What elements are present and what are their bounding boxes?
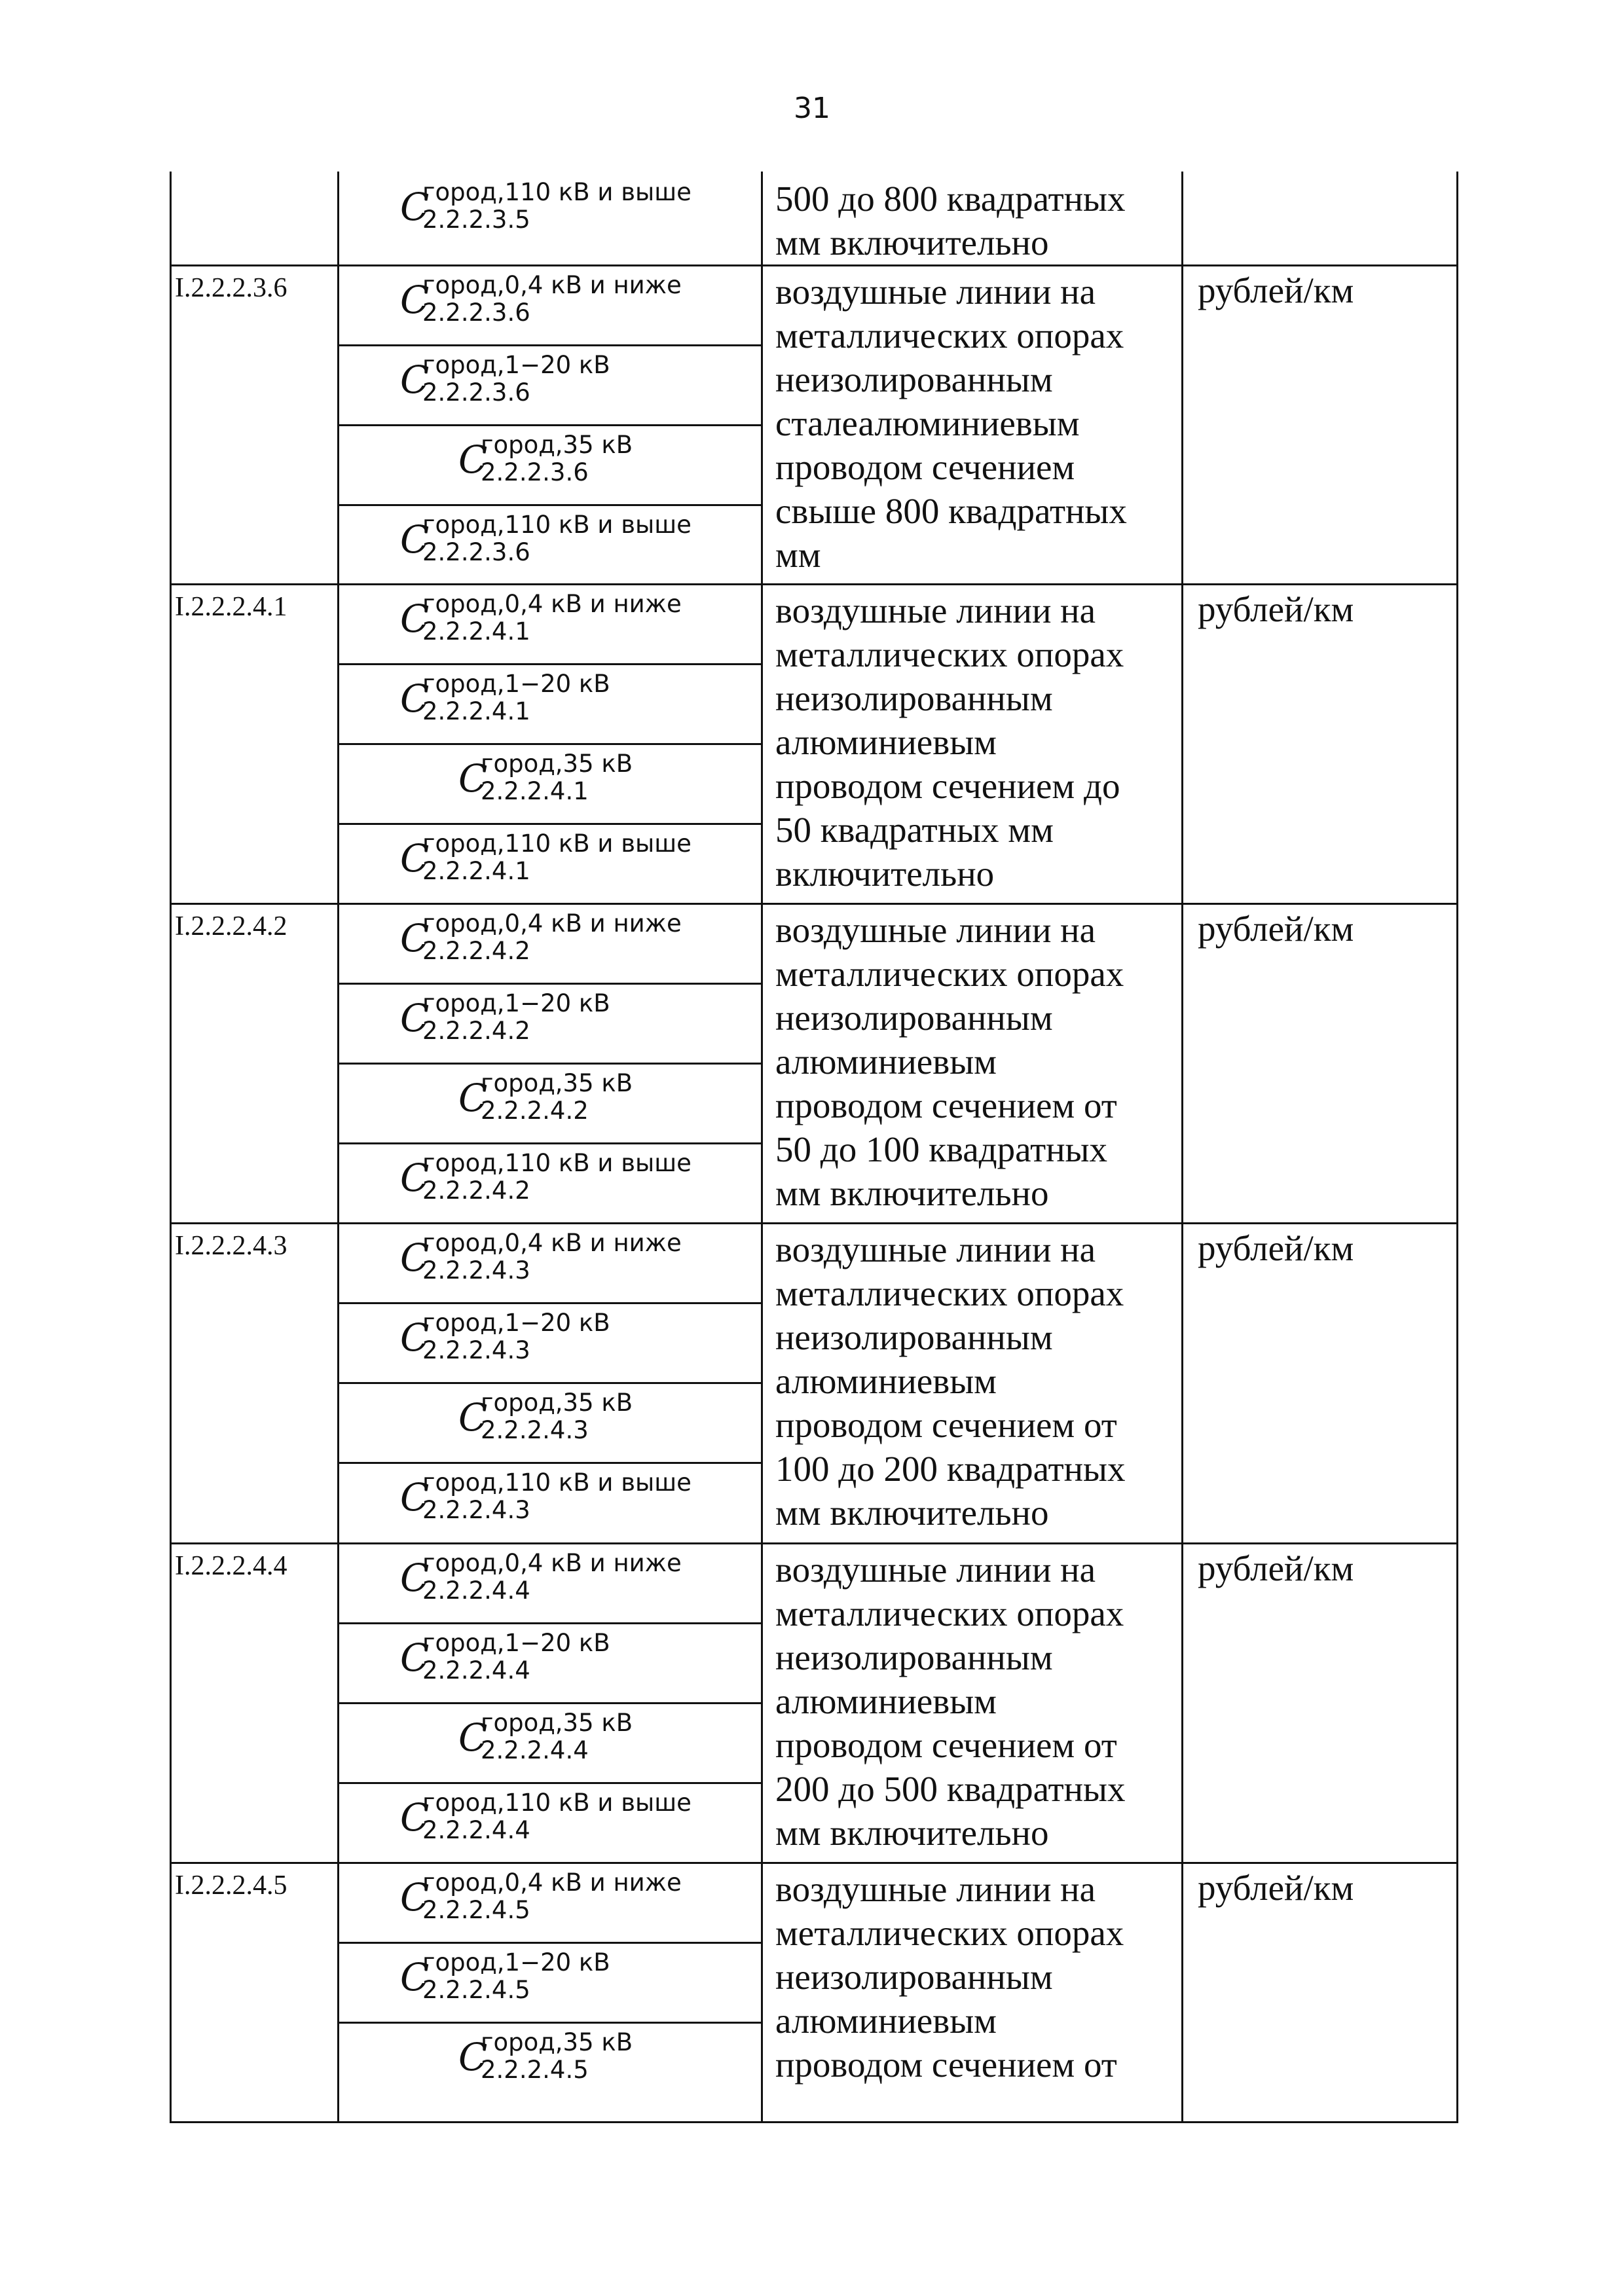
symbol-superscript: город,1−20 кВ xyxy=(422,1309,610,1337)
description-line: воздушные линии на xyxy=(775,1869,1096,1909)
description-line: металлических опорах xyxy=(775,634,1124,674)
symbol-letter: C xyxy=(400,1315,430,1360)
cost-symbol xyxy=(400,1309,741,1374)
description-line: воздушные линии на xyxy=(775,1230,1096,1269)
description-line: металлических опорах xyxy=(775,1273,1124,1313)
symbol-superscript: город,110 кВ и выше xyxy=(422,178,692,206)
description-line: алюминиевым xyxy=(775,1361,997,1401)
symbol-subscript: 2.2.2.4.3 xyxy=(422,1256,530,1285)
symbol-subscript: 2.2.2.4.3 xyxy=(422,1496,530,1524)
description-line: 50 квадратных мм xyxy=(775,810,1054,850)
symbol-letter: C xyxy=(400,996,430,1040)
symbol-letter: C xyxy=(400,1875,430,1920)
symbol-letter: C xyxy=(458,2035,488,2079)
cost-symbol xyxy=(458,1709,799,1774)
description-line: включительно xyxy=(775,854,995,894)
symbol-divider xyxy=(337,743,761,745)
symbol-subscript: 2.2.2.4.3 xyxy=(422,1336,530,1364)
description-line: проводом сечением от xyxy=(775,1085,1117,1125)
symbol-divider xyxy=(337,823,761,825)
symbol-subscript: 2.2.2.3.5 xyxy=(422,206,530,234)
symbol-superscript: город,110 кВ и выше xyxy=(422,1789,692,1817)
cost-symbol xyxy=(400,1789,741,1854)
description-line: мм включительно xyxy=(775,1813,1049,1853)
description-line: сталеалюминиевым xyxy=(775,403,1080,443)
symbol-divider xyxy=(337,1382,761,1384)
column-border xyxy=(1456,172,1458,2123)
symbol-letter: C xyxy=(400,1475,430,1520)
row-border xyxy=(170,2121,1458,2123)
symbol-letter: C xyxy=(400,357,430,402)
description-line: алюминиевым xyxy=(775,2001,997,2041)
symbol-superscript: город,110 кВ и выше xyxy=(422,1468,692,1497)
column-border xyxy=(1181,172,1183,2123)
description-line: 500 до 800 квадратных xyxy=(775,179,1126,219)
row-border xyxy=(170,1222,1458,1224)
symbol-letter: C xyxy=(400,1556,430,1600)
symbol-letter: C xyxy=(400,1635,430,1680)
cost-symbol xyxy=(458,1389,799,1454)
description-line: неизолированным xyxy=(775,1957,1053,1997)
unit-label: рублей/км xyxy=(1198,270,1354,310)
symbol-letter: C xyxy=(400,278,430,322)
description-line: воздушные линии на xyxy=(775,1550,1096,1590)
symbol-superscript: город,110 кВ и выше xyxy=(422,829,692,858)
symbol-letter: C xyxy=(458,1395,488,1440)
symbol-superscript: город,35 кВ xyxy=(481,1069,633,1097)
tariff-table xyxy=(170,172,1458,2123)
unit-label: рублей/км xyxy=(1198,1868,1354,1908)
symbol-subscript: 2.2.2.4.2 xyxy=(422,937,530,965)
description-line: проводом сечением от xyxy=(775,2045,1117,2085)
description-line: воздушные линии на xyxy=(775,272,1096,312)
cost-symbol xyxy=(400,178,741,244)
symbol-divider xyxy=(337,1782,761,1784)
description-line: алюминиевым xyxy=(775,722,997,762)
symbol-subscript: 2.2.2.4.1 xyxy=(422,697,530,725)
description-line: воздушные линии на xyxy=(775,591,1096,630)
symbol-subscript: 2.2.2.4.4 xyxy=(422,1656,530,1685)
symbol-divider xyxy=(337,424,761,426)
symbol-subscript: 2.2.2.4.4 xyxy=(422,1816,530,1844)
symbol-letter: C xyxy=(400,916,430,960)
symbol-superscript: город,1−20 кВ xyxy=(422,1948,610,1977)
cost-symbol xyxy=(458,2028,799,2094)
unit-label: рублей/км xyxy=(1198,1548,1354,1588)
symbol-subscript: 2.2.2.4.2 xyxy=(422,1176,530,1205)
symbol-divider xyxy=(337,1063,761,1065)
row-border xyxy=(170,583,1458,585)
description-line: неизолированным xyxy=(775,998,1053,1038)
description-line: 50 до 100 квадратных xyxy=(775,1129,1108,1169)
symbol-letter: C xyxy=(458,437,488,482)
symbol-letter: C xyxy=(400,676,430,721)
unit-label: рублей/км xyxy=(1198,589,1354,629)
cost-symbol xyxy=(400,1149,741,1214)
description-line: алюминиевым xyxy=(775,1681,997,1721)
symbol-divider xyxy=(337,983,761,985)
symbol-subscript: 2.2.2.4.3 xyxy=(481,1416,589,1444)
symbol-subscript: 2.2.2.4.5 xyxy=(422,1976,530,2004)
symbol-superscript: город,35 кВ xyxy=(481,431,633,459)
cost-symbol xyxy=(400,1468,741,1534)
symbol-letter: C xyxy=(400,836,430,881)
symbol-superscript: город,0,4 кВ и ниже xyxy=(422,1868,682,1897)
symbol-superscript: город,110 кВ и выше xyxy=(422,1149,692,1177)
symbol-letter: C xyxy=(400,1795,430,1840)
symbol-letter: C xyxy=(458,756,488,801)
symbol-letter: C xyxy=(400,517,430,562)
row-code: I.2.2.2.4.5 xyxy=(175,1870,287,1901)
cost-symbol xyxy=(400,989,741,1055)
symbol-superscript: город,1−20 кВ xyxy=(422,989,610,1017)
symbol-subscript: 2.2.2.4.5 xyxy=(422,1896,530,1924)
symbol-subscript: 2.2.2.4.1 xyxy=(481,777,589,805)
row-code: I.2.2.2.4.1 xyxy=(175,592,287,622)
cost-symbol xyxy=(400,1229,741,1294)
description-line: неизолированным xyxy=(775,678,1053,718)
symbol-superscript: город,0,4 кВ и ниже xyxy=(422,1229,682,1257)
symbol-subscript: 2.2.2.3.6 xyxy=(481,458,589,486)
row-code: I.2.2.2.4.3 xyxy=(175,1231,287,1261)
symbol-divider xyxy=(337,1302,761,1304)
symbol-subscript: 2.2.2.4.4 xyxy=(422,1576,530,1605)
cost-symbol xyxy=(400,1629,741,1694)
symbol-superscript: город,35 кВ xyxy=(481,750,633,778)
description-line: мм включительно xyxy=(775,1173,1049,1213)
symbol-divider xyxy=(337,2022,761,2024)
row-code: I.2.2.2.3.6 xyxy=(175,273,287,303)
description-line: неизолированным xyxy=(775,1317,1053,1357)
row-border xyxy=(170,903,1458,905)
row-code: I.2.2.2.4.4 xyxy=(175,1551,287,1581)
symbol-divider xyxy=(337,1942,761,1944)
cost-symbol xyxy=(400,271,741,337)
row-border xyxy=(170,1542,1458,1544)
symbol-superscript: город,0,4 кВ и ниже xyxy=(422,271,682,299)
symbol-subscript: 2.2.2.4.2 xyxy=(481,1097,589,1125)
row-code: I.2.2.2.4.2 xyxy=(175,911,287,941)
description-line: проводом сечением до xyxy=(775,766,1120,806)
symbol-letter: C xyxy=(400,1235,430,1280)
column-border xyxy=(337,172,339,2123)
symbol-superscript: город,1−20 кВ xyxy=(422,670,610,698)
symbol-superscript: город,35 кВ xyxy=(481,2028,633,2056)
description-line: проводом сечением от xyxy=(775,1405,1117,1445)
symbol-subscript: 2.2.2.4.4 xyxy=(481,1736,589,1764)
cost-symbol xyxy=(400,670,741,735)
unit-label: рублей/км xyxy=(1198,909,1354,949)
row-border xyxy=(170,1862,1458,1864)
description-line: металлических опорах xyxy=(775,1913,1124,1953)
cost-symbol xyxy=(400,829,741,895)
description-line: металлических опорах xyxy=(775,1594,1124,1633)
symbol-divider xyxy=(337,344,761,346)
symbol-divider xyxy=(337,663,761,665)
symbol-subscript: 2.2.2.4.5 xyxy=(481,2056,589,2084)
symbol-superscript: город,0,4 кВ и ниже xyxy=(422,590,682,618)
symbol-superscript: город,110 кВ и выше xyxy=(422,511,692,539)
cost-symbol xyxy=(400,1549,741,1614)
symbol-subscript: 2.2.2.3.6 xyxy=(422,538,530,566)
cost-symbol xyxy=(400,909,741,975)
symbol-superscript: город,1−20 кВ xyxy=(422,351,610,379)
symbol-divider xyxy=(337,1622,761,1624)
description-line: неизолированным xyxy=(775,1637,1053,1677)
description-line: 100 до 200 квадратных xyxy=(775,1449,1126,1489)
row-border xyxy=(170,264,1458,266)
symbol-subscript: 2.2.2.4.1 xyxy=(422,857,530,885)
symbol-divider xyxy=(337,504,761,506)
symbol-letter: C xyxy=(400,1955,430,1999)
cost-symbol xyxy=(458,1069,799,1135)
cost-symbol xyxy=(400,1948,741,2014)
symbol-divider xyxy=(337,1142,761,1144)
cost-symbol xyxy=(458,431,799,496)
description-line: неизолированным xyxy=(775,359,1053,399)
symbol-subscript: 2.2.2.3.6 xyxy=(422,299,530,327)
symbol-subscript: 2.2.2.3.6 xyxy=(422,378,530,407)
cost-symbol xyxy=(400,511,741,576)
description-line: металлических опорах xyxy=(775,954,1124,994)
description-line: металлических опорах xyxy=(775,316,1124,355)
symbol-subscript: 2.2.2.4.2 xyxy=(422,1017,530,1045)
cost-symbol xyxy=(458,750,799,815)
unit-label: рублей/км xyxy=(1198,1228,1354,1268)
page-number: 31 xyxy=(794,92,830,125)
description-line: проводом сечением от xyxy=(775,1725,1117,1765)
symbol-divider xyxy=(337,1702,761,1704)
description-line: свыше 800 квадратных xyxy=(775,491,1127,531)
symbol-divider xyxy=(337,1462,761,1464)
description-line: 200 до 500 квадратных xyxy=(775,1769,1126,1809)
description-line: мм xyxy=(775,535,821,575)
cost-symbol xyxy=(400,1868,741,1934)
cost-symbol xyxy=(400,351,741,416)
description-line: проводом сечением xyxy=(775,447,1075,487)
symbol-letter: C xyxy=(458,1076,488,1120)
symbol-superscript: город,1−20 кВ xyxy=(422,1629,610,1657)
symbol-superscript: город,35 кВ xyxy=(481,1709,633,1737)
symbol-superscript: город,0,4 кВ и ниже xyxy=(422,909,682,938)
column-border xyxy=(170,172,172,2123)
symbol-superscript: город,0,4 кВ и ниже xyxy=(422,1549,682,1577)
description-line: воздушные линии на xyxy=(775,910,1096,950)
symbol-superscript: город,35 кВ xyxy=(481,1389,633,1417)
description-line: алюминиевым xyxy=(775,1042,997,1082)
symbol-letter: C xyxy=(400,185,430,229)
symbol-subscript: 2.2.2.4.1 xyxy=(422,617,530,646)
symbol-letter: C xyxy=(400,596,430,641)
symbol-letter: C xyxy=(400,1156,430,1200)
description-line: мм включительно xyxy=(775,1493,1049,1533)
cost-symbol xyxy=(400,590,741,655)
symbol-letter: C xyxy=(458,1715,488,1760)
description-line: мм включительно xyxy=(775,223,1049,263)
